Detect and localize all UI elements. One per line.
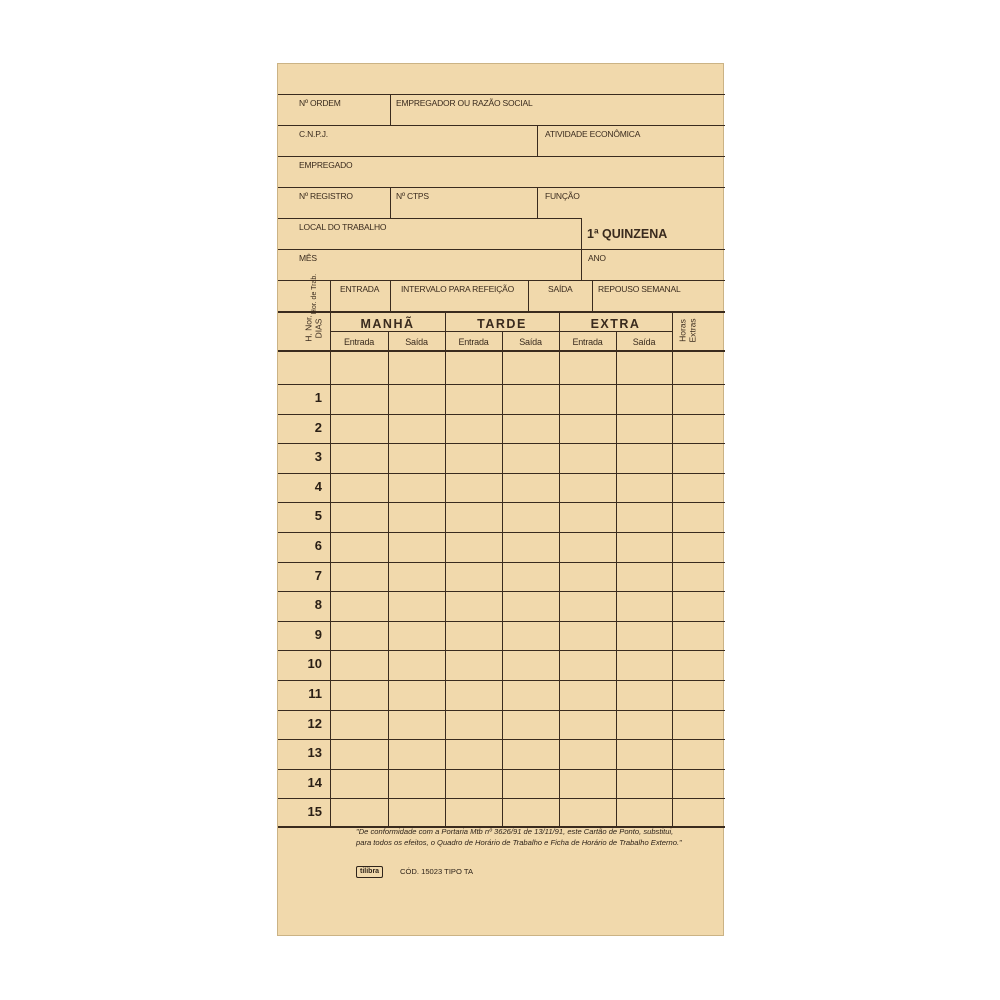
hor-trab-label: Hor. de Trab.: [311, 273, 318, 315]
rule: [330, 280, 331, 311]
rule: [278, 350, 725, 352]
row-rule: [278, 710, 725, 711]
rule: [445, 313, 446, 826]
mes-label: MÊS: [299, 253, 317, 263]
h-nor-label: H. Nor.: [303, 315, 314, 342]
rule: [278, 94, 725, 95]
day-number: 5: [314, 508, 322, 523]
atividade-label: ATIVIDADE ECONÔMICA: [545, 129, 641, 139]
row-rule: [278, 384, 725, 385]
rule: [330, 313, 331, 826]
row-rule: [278, 739, 725, 740]
day-number: 1: [314, 390, 322, 405]
tarde-entrada-label: Entrada: [458, 337, 489, 347]
saida-label: SAÍDA: [548, 284, 573, 294]
row-rule: [278, 769, 725, 770]
day-number: 10: [307, 656, 322, 671]
day-number: 6: [314, 538, 322, 553]
tilibra-logo: tilibra: [356, 866, 383, 878]
rule: [502, 332, 503, 826]
rule: [278, 311, 725, 313]
manha-saida-label: Saída: [405, 337, 428, 347]
row-rule: [278, 502, 725, 503]
rule: [592, 280, 593, 311]
rule: [537, 125, 538, 156]
intervalo-label: INTERVALO PARA REFEIÇÃO: [401, 284, 515, 294]
rule: [388, 332, 389, 826]
rule: [559, 313, 560, 826]
day-number: 4: [314, 479, 322, 494]
time-card: [277, 63, 724, 936]
row-rule: [278, 798, 725, 799]
day-number: 7: [314, 568, 322, 583]
rule: [528, 280, 529, 311]
day-number: 12: [307, 716, 322, 731]
rule: [390, 187, 391, 218]
row-rule: [278, 621, 725, 622]
tarde-saida-label: Saída: [519, 337, 542, 347]
empregado-label: EMPREGADO: [299, 160, 353, 170]
horas-label: Horas: [677, 319, 688, 342]
row-rule: [278, 443, 725, 444]
product-code: CÓD. 15023 TIPO TA: [400, 867, 474, 876]
n-ordem-label: Nº ORDEM: [299, 98, 341, 108]
rule: [581, 249, 582, 280]
rule: [390, 280, 391, 311]
day-number: 11: [308, 686, 322, 701]
rule: [278, 125, 725, 126]
rule: [278, 280, 725, 281]
day-number: 14: [307, 775, 322, 790]
row-rule: [278, 562, 725, 563]
quinzena-title: 1ª QUINZENA: [587, 227, 668, 241]
rule: [537, 187, 538, 218]
row-rule: [278, 591, 725, 592]
extra-entrada-label: Entrada: [572, 337, 603, 347]
extras-label: Extras: [687, 318, 698, 343]
n-ctps-label: Nº CTPS: [396, 191, 429, 201]
rule: [278, 249, 725, 250]
local-label: LOCAL DO TRABALHO: [299, 222, 387, 232]
row-rule: [278, 650, 725, 651]
rule: [278, 156, 725, 157]
rule: [390, 94, 391, 125]
extra-header: EXTRA: [590, 317, 641, 331]
rule: [616, 332, 617, 826]
tarde-header: TARDE: [477, 317, 527, 331]
ano-label: ANO: [588, 253, 606, 263]
day-number: 8: [314, 597, 322, 612]
funcao-label: FUNÇÃO: [545, 191, 580, 201]
day-number: 9: [314, 627, 322, 642]
rule: [330, 331, 672, 332]
manha-header: MANHÃ: [360, 317, 415, 331]
footer-text: "De conformidade com a Portaria Mtb nº 3626/91 de 13/11/91, este Cartão de Ponto, substitui, para todos os efeitos, o Quadro de Horário de Trabalho e Ficha de Horário de Trabalho Externo.": [356, 827, 682, 847]
empregador-label: EMPREGADOR OU RAZÃO SOCIAL: [396, 98, 533, 108]
rule: [278, 218, 581, 219]
n-registro-label: Nº REGISTRO: [299, 191, 353, 201]
day-number: 15: [307, 804, 322, 819]
row-rule: [278, 414, 725, 415]
day-number: 3: [314, 449, 322, 464]
row-rule: [278, 532, 725, 533]
dias-label: DIAS: [313, 318, 324, 339]
row-rule: [278, 473, 725, 474]
day-number: 13: [307, 745, 322, 760]
rule: [581, 218, 582, 249]
extra-saida-label: Saída: [632, 337, 656, 347]
rule: [278, 187, 725, 188]
entrada-label: ENTRADA: [340, 284, 380, 294]
repouso-label: REPOUSO SEMANAL: [598, 284, 681, 294]
row-rule: [278, 680, 725, 681]
day-number: 2: [314, 420, 322, 435]
manha-entrada-label: Entrada: [343, 337, 375, 347]
cnpj-label: C.N.P.J.: [299, 129, 328, 139]
rule: [672, 313, 673, 826]
